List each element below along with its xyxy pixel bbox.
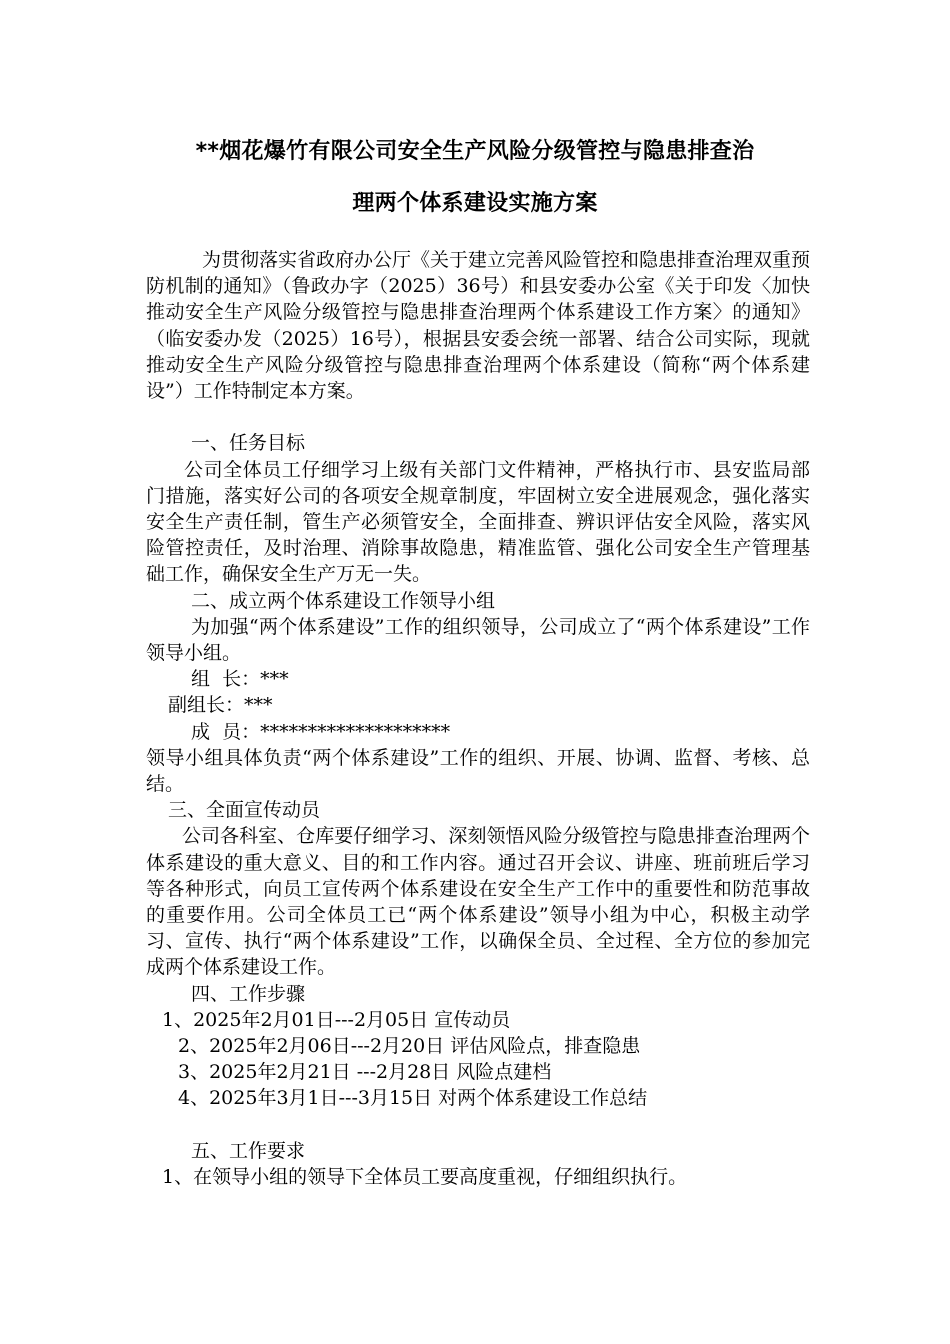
section4-heading: 四、工作步骤 xyxy=(191,982,306,1005)
section3-heading: 三、全面宣传动员 xyxy=(168,799,321,822)
section1-body: 公司全体员工仔细学习上级有关部门文件精神，严格执行市、县安监局部门措施，落实好公司的各项安全规章制度，牢固树立安全进展观念，强化落实安全生产责任制，管生产必须管安全，全面排查、辨识评估安全风险，落实风险管控责任，及时治理、消除事故隐患，精准监管、强化公司安全生产管理基础工作，确保安全生产万无一失。 xyxy=(146,458,810,586)
step-item: 2、2025年2月06日---2月20日 评估风险点，排查隐患 xyxy=(178,1035,641,1058)
blank-line xyxy=(146,1112,810,1138)
section3-body: 公司各科室、仓库要仔细学习、深刻领悟风险分级管控与隐患排查治理两个体系建设的重大意义、目的和工作内容。通过召开会议、讲座、班前班后学习等各种形式，向员工宣传两个体系建设在安全生产工作中的重要性和防范事故的重要作用。公司全体员工已“两个体系建设”领导小组为中心，积极主动学习、宣传、执行“两个体系建设”工作，以确保全员、全过程、全方位的参加完成两个体系建设工作。 xyxy=(146,825,810,979)
duty-paragraph: 领导小组具体负责“两个体系建设”工作的组织、开展、协调、监督、考核、总结。 xyxy=(146,746,810,796)
document-title-line1: **烟花爆竹有限公司安全生产风险分级管控与隐患排查治 xyxy=(195,139,755,164)
intro-paragraph: 为贯彻落实省政府办公厅《关于建立完善风险管控和隐患排查治理双重预防机制的通知》（鲁政办字（2025）36号）和县安委办公室《关于印发〈加快推动安全生产风险分级管控与隐患排查治理两个体系建设工作方案〉的通知》（临安委办发（2025）16号），根据县安委会统一部署、结合公司实际，现就推动安全生产风险分级管控与隐患排查治理两个体系建设（简称“两个体系建设”）工作特制定本方案。 xyxy=(146,249,811,403)
step-item: 1、2025年2月01日---2月05日 宣传动员 xyxy=(162,1008,511,1031)
document-body xyxy=(146,247,810,1190)
requirement-item: 1、在领导小组的领导下全体员工要高度重视，仔细组织执行。 xyxy=(162,1166,688,1189)
section2-body: 为加强“两个体系建设”工作的组织领导，公司成立了“两个体系建设”工作领导小组。 xyxy=(146,615,810,665)
section5-heading: 五、工作要求 xyxy=(191,1139,306,1162)
members-line: 成 员：******************** xyxy=(191,720,451,743)
section2-heading: 二、成立两个体系建设工作领导小组 xyxy=(191,589,496,612)
step-item: 3、2025年2月21日 ---2月28日 风险点建档 xyxy=(178,1061,552,1084)
document-title-line2: 理两个体系建设实施方案 xyxy=(352,191,598,216)
section1-heading: 一、任务目标 xyxy=(191,432,306,455)
leader-line: 组 长：*** xyxy=(191,668,289,691)
blank-line xyxy=(146,404,810,430)
deputy-line: 副组长：*** xyxy=(168,694,273,717)
step-item: 4、2025年3月1日---3月15日 对两个体系建设工作总结 xyxy=(178,1087,648,1110)
